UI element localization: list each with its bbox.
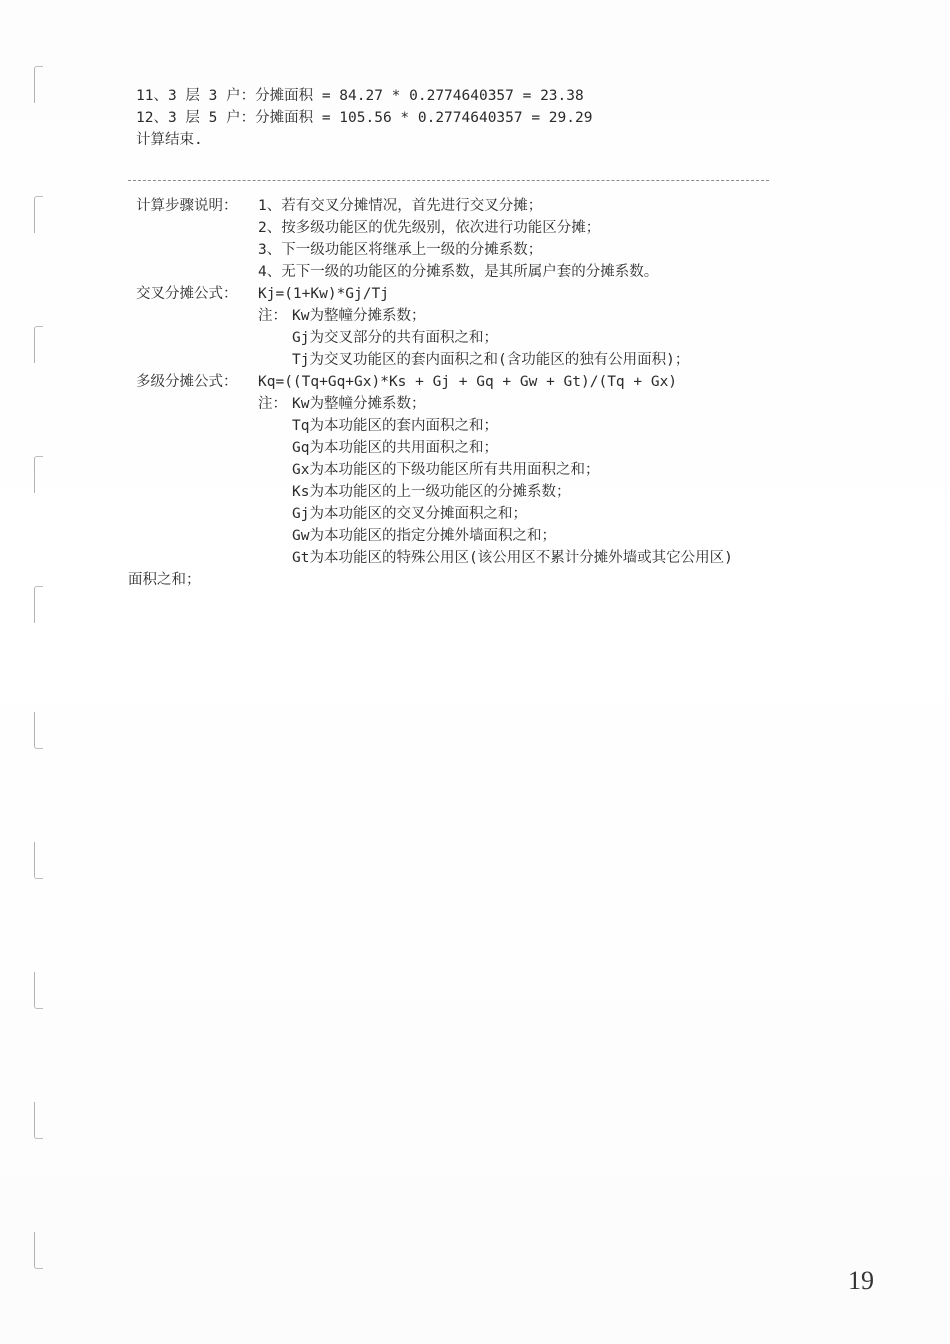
note-prefix: 注： — [258, 396, 287, 412]
multi-note: Tq为本功能区的套内面积之和； — [292, 418, 498, 434]
cross-formula-label: 交叉分摊公式： — [136, 286, 238, 302]
multi-note: Gj为本功能区的交叉分摊面积之和； — [292, 506, 527, 522]
cross-note: Kw为整幢分摊系数； — [292, 308, 426, 324]
binding-mark — [34, 196, 43, 233]
binding-mark — [34, 456, 43, 493]
page-number: 19 — [848, 1266, 874, 1295]
binding-mark — [34, 326, 43, 363]
binding-mark — [34, 712, 43, 749]
note-prefix: 注： — [258, 308, 287, 324]
dashed-separator — [128, 180, 769, 181]
step-item: 2、按多级功能区的优先级别，依次进行功能区分摊； — [258, 220, 601, 236]
result-line: 12、3 层 5 户：分摊面积 = 105.56 * 0.2774640357 = 29.29 — [136, 110, 593, 126]
result-line: 11、3 层 3 户：分摊面积 = 84.27 * 0.2774640357 = 23.38 — [136, 88, 584, 104]
binding-mark — [34, 972, 43, 1009]
multi-note: Gq为本功能区的共用面积之和； — [292, 440, 498, 456]
multi-note-continuation: 面积之和； — [128, 572, 201, 588]
binding-mark — [34, 66, 43, 103]
step-item: 1、若有交叉分摊情况，首先进行交叉分摊； — [258, 198, 543, 214]
binding-mark — [34, 1102, 43, 1139]
cross-note: Gj为交叉部分的共有面积之和； — [292, 330, 498, 346]
multi-note: Gt为本功能区的特殊公用区(该公用区不累计分摊外墙或其它公用区) — [292, 550, 733, 566]
cross-formula: Kj=(1+Kw)*Gj/Tj — [258, 286, 389, 302]
binding-mark — [34, 586, 43, 623]
multi-note: Gx为本功能区的下级功能区所有共用面积之和； — [292, 462, 600, 478]
multi-note: Ks为本功能区的上一级功能区的分摊系数； — [292, 484, 571, 500]
multi-note: Gw为本功能区的指定分摊外墙面积之和； — [292, 528, 556, 544]
binding-mark — [34, 1232, 43, 1269]
multi-note: Kw为整幢分摊系数； — [292, 396, 426, 412]
multi-formula: Kq=((Tq+Gq+Gx)*Ks + Gj + Gq + Gw + Gt)/(Tq + Gx) — [258, 374, 678, 390]
steps-label: 计算步骤说明： — [136, 198, 238, 214]
calculation-end-text: 计算结束. — [136, 132, 203, 148]
step-item: 3、下一级功能区将继承上一级的分摊系数； — [258, 242, 543, 258]
step-item: 4、无下一级的功能区的分摊系数，是其所属户套的分摊系数。 — [258, 264, 659, 280]
cross-note: Tj为交叉功能区的套内面积之和(含功能区的独有公用面积)； — [292, 352, 690, 368]
multi-formula-label: 多级分摊公式： — [136, 374, 238, 390]
binding-mark — [34, 842, 43, 879]
